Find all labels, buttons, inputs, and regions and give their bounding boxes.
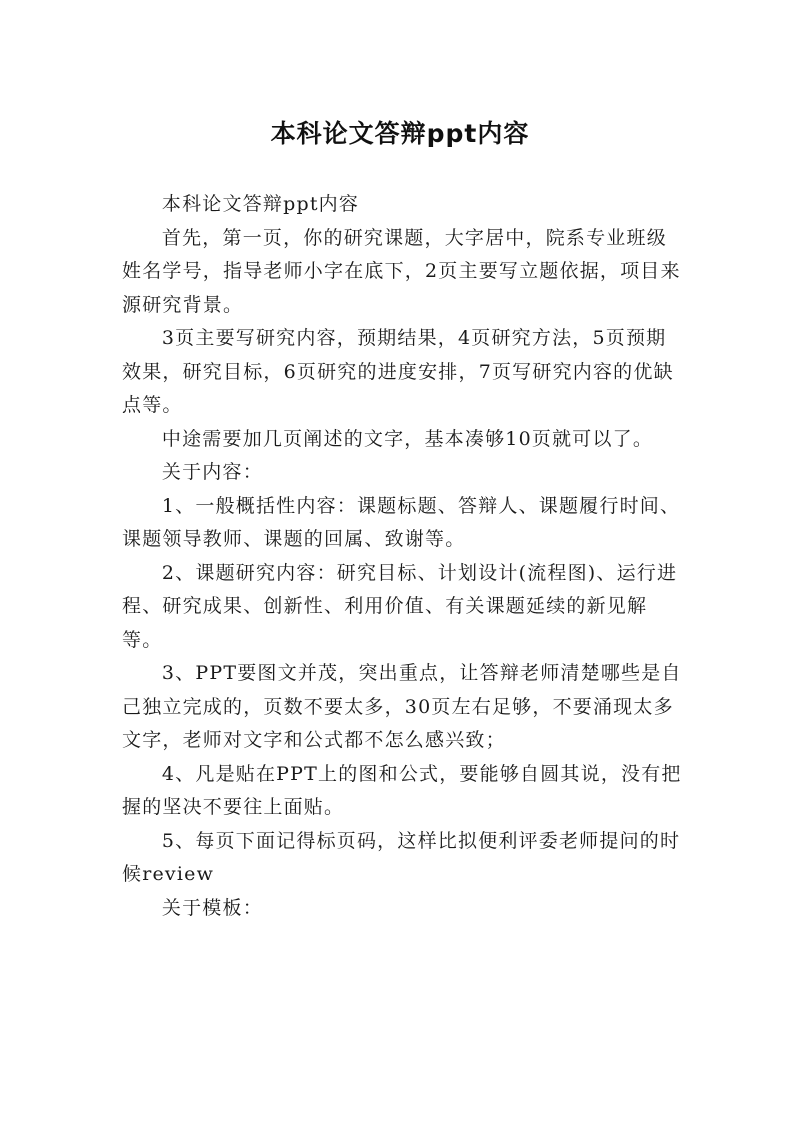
paragraph: 关于内容： [161, 461, 263, 483]
paragraph: 本科论文答辩ppt内容 [161, 193, 360, 215]
paragraph: 4、凡是贴在PPT上的图和公式，要能够自圆其说，没有把握的坚决不要往上面贴。 [122, 762, 682, 818]
document-title: 本科论文答辩ppt内容 [270, 118, 530, 148]
paragraph: 关于模板： [161, 896, 263, 919]
document-body [122, 188, 682, 925]
paragraph: 3、PPT要图文并茂，突出重点，让答辩老师清楚哪些是自己独立完成的，页数不要太多，30页左右足够，不要涌现太多文字，老师对文字和公式都不怎么感兴致； [122, 662, 682, 751]
paragraph: 首先，第一页，你的研究课题，大字居中，院系专业班级姓名学号，指导老师小字在底下，2页主要写立题依据，项目来源研究背景。 [122, 226, 681, 316]
paragraph: 1、一般概括性内容：课题标题、答辩人、课题履行时间、课题领导教师、课题的回属、致谢等。 [122, 494, 681, 550]
paragraph: 5、每页下面记得标页码，这样比拟便利评委老师提问的时候review [122, 829, 681, 885]
paragraph: 2、课题研究内容：研究目标、计划设计(流程图)、运行进程、研究成果、创新性、利用价值、有关课题延续的新见解等。 [122, 561, 678, 651]
paragraph: 中途需要加几页阐述的文字，基本凑够10页就可以了。 [161, 427, 654, 450]
paragraph: 3页主要写研究内容，预期结果，4页研究方法，5页预期效果，研究目标，6页研究的进度安排，7页写研究内容的优缺点等。 [122, 327, 674, 416]
